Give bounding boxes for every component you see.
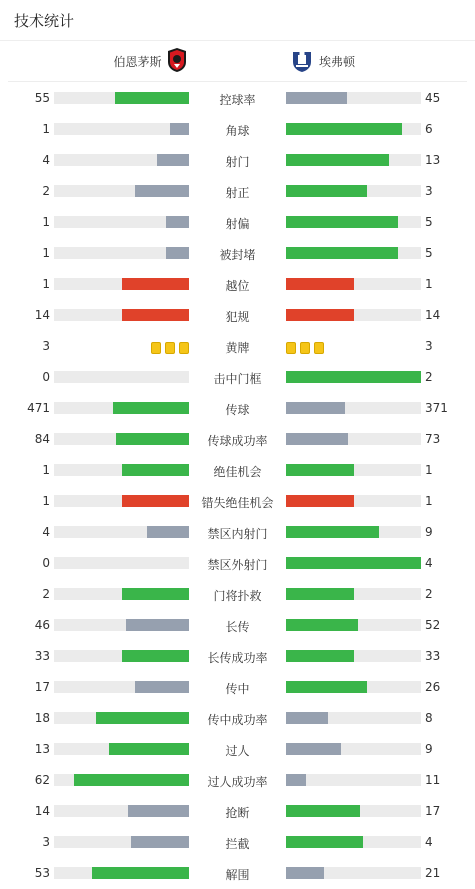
home-stat-value: 2 xyxy=(42,587,50,601)
home-yellow-cards xyxy=(147,339,189,352)
away-stat-value: 5 xyxy=(425,215,433,229)
home-stat-value: 33 xyxy=(34,649,50,663)
away-stat-value: 13 xyxy=(425,153,441,167)
home-stat-bar-fill xyxy=(96,712,189,724)
home-stat-bar-track xyxy=(54,743,189,755)
away-stat-bar-track xyxy=(286,371,421,383)
stat-label: 控球率 xyxy=(219,93,256,107)
stat-label: 传中成功率 xyxy=(207,713,268,727)
away-stat-value: 33 xyxy=(425,649,441,663)
away-stat-bar-track xyxy=(286,836,421,848)
home-stat-bar-fill xyxy=(157,154,189,166)
stat-row xyxy=(0,827,475,858)
home-stat-value: 46 xyxy=(34,618,50,632)
stat-row xyxy=(0,486,475,517)
home-stat-value: 14 xyxy=(34,804,50,818)
home-stat-bar-fill xyxy=(135,681,189,693)
away-stat-value: 4 xyxy=(425,556,433,570)
home-stat-bar-fill xyxy=(147,526,189,538)
home-stat-value: 62 xyxy=(34,773,50,787)
away-stat-value: 9 xyxy=(425,525,433,539)
home-stat-value: 1 xyxy=(42,277,50,291)
away-stat-value: 14 xyxy=(425,308,441,322)
yellow-card-icon xyxy=(179,342,189,354)
stat-label: 解围 xyxy=(225,868,250,882)
home-stat-bar-track xyxy=(54,836,189,848)
yellow-card-icon xyxy=(300,342,310,354)
stat-row xyxy=(0,207,475,238)
stat-row xyxy=(0,765,475,796)
stat-row xyxy=(0,83,475,114)
away-stat-bar-fill xyxy=(286,526,379,538)
stat-label: 传中 xyxy=(225,682,250,696)
home-team-name: 伯恩茅斯 xyxy=(113,55,162,69)
away-stat-bar-track xyxy=(286,557,421,569)
away-stat-bar-fill xyxy=(286,402,345,414)
stat-label: 长传 xyxy=(225,620,250,634)
home-stat-bar-fill xyxy=(116,433,189,445)
away-stat-bar-fill xyxy=(286,588,354,600)
away-stat-value: 6 xyxy=(425,122,433,136)
away-stat-bar-track xyxy=(286,402,421,414)
header xyxy=(0,0,475,41)
away-stat-value: 2 xyxy=(425,587,433,601)
yellow-card-icon xyxy=(286,342,296,354)
away-stat-bar-fill xyxy=(286,495,354,507)
stat-row xyxy=(0,548,475,579)
away-team-name: 埃弗顿 xyxy=(319,55,356,69)
away-stat-value: 2 xyxy=(425,370,433,384)
stat-label: 传球成功率 xyxy=(207,434,268,448)
away-stat-bar-track xyxy=(286,712,421,724)
home-stat-value: 471 xyxy=(27,401,50,415)
away-stat-value: 73 xyxy=(425,432,441,446)
away-stat-value: 3 xyxy=(425,339,433,353)
away-stat-bar-fill xyxy=(286,836,363,848)
stat-row xyxy=(0,176,475,207)
home-stat-bar-track xyxy=(54,619,189,631)
away-stat-bar-track xyxy=(286,309,421,321)
stat-row xyxy=(0,331,475,362)
home-stat-bar-track xyxy=(54,247,189,259)
stat-label: 犯规 xyxy=(225,310,250,324)
home-stat-bar-fill xyxy=(74,774,189,786)
home-stat-bar-fill xyxy=(170,123,189,135)
stat-row xyxy=(0,114,475,145)
home-stat-bar-fill xyxy=(122,588,190,600)
home-stat-bar-track xyxy=(54,867,189,879)
home-stat-value: 13 xyxy=(34,742,50,756)
home-stat-bar-track xyxy=(54,495,189,507)
home-stat-bar-track xyxy=(54,526,189,538)
stat-label: 门将扑救 xyxy=(213,589,262,603)
stat-row xyxy=(0,517,475,548)
away-stat-bar-track xyxy=(286,433,421,445)
stat-label: 绝佳机会 xyxy=(213,465,262,479)
stat-row xyxy=(0,858,475,889)
away-stat-value: 1 xyxy=(425,277,433,291)
away-stat-bar-track xyxy=(286,123,421,135)
home-stat-value: 3 xyxy=(42,835,50,849)
home-stat-value: 18 xyxy=(34,711,50,725)
stat-row xyxy=(0,734,475,765)
stat-row xyxy=(0,610,475,641)
away-stat-bar-fill xyxy=(286,309,354,321)
away-stat-value: 1 xyxy=(425,494,433,508)
away-stat-bar-track xyxy=(286,185,421,197)
home-stat-bar-fill xyxy=(122,309,190,321)
yellow-card-icon xyxy=(165,342,175,354)
everton-crest-icon xyxy=(291,49,313,73)
home-stat-bar-fill xyxy=(122,495,190,507)
away-stat-bar-track xyxy=(286,619,421,631)
home-stat-bar-fill xyxy=(115,92,189,104)
home-stat-bar-track xyxy=(54,216,189,228)
away-stat-value: 26 xyxy=(425,680,441,694)
away-stat-bar-fill xyxy=(286,123,402,135)
home-stat-bar-fill xyxy=(166,247,189,259)
away-stat-value: 4 xyxy=(425,835,433,849)
home-stat-bar-track xyxy=(54,123,189,135)
stat-label: 拦截 xyxy=(225,837,250,851)
home-stat-value: 0 xyxy=(42,370,50,384)
away-stat-bar-fill xyxy=(286,712,328,724)
away-stat-value: 8 xyxy=(425,711,433,725)
away-stat-bar-fill xyxy=(286,774,306,786)
away-stat-bar-track xyxy=(286,588,421,600)
away-stat-bar-track xyxy=(286,681,421,693)
home-stat-bar-track xyxy=(54,464,189,476)
away-stat-bar-fill xyxy=(286,92,347,104)
stat-label: 击中门框 xyxy=(213,372,262,386)
stat-label: 角球 xyxy=(225,124,250,138)
away-stat-bar-fill xyxy=(286,681,367,693)
stat-label: 禁区内射门 xyxy=(207,527,268,541)
home-stat-value: 1 xyxy=(42,122,50,136)
away-stat-bar-track xyxy=(286,464,421,476)
away-stat-bar-fill xyxy=(286,154,389,166)
stat-label: 射偏 xyxy=(225,217,250,231)
away-stat-bar-fill xyxy=(286,278,354,290)
stat-label: 长传成功率 xyxy=(207,651,268,665)
stat-label: 越位 xyxy=(225,279,250,293)
home-stat-bar-track xyxy=(54,309,189,321)
home-stat-bar-track xyxy=(54,774,189,786)
home-stat-bar-track xyxy=(54,154,189,166)
home-stat-value: 84 xyxy=(34,432,50,446)
home-stat-value: 53 xyxy=(34,866,50,880)
stat-row xyxy=(0,269,475,300)
away-stat-value: 9 xyxy=(425,742,433,756)
home-stat-value: 0 xyxy=(42,556,50,570)
away-stat-bar-track xyxy=(286,867,421,879)
home-stat-bar-fill xyxy=(113,402,189,414)
home-stat-bar-track xyxy=(54,185,189,197)
away-stat-bar-fill xyxy=(286,247,398,259)
stat-label: 过人成功率 xyxy=(207,775,268,789)
away-stat-bar-track xyxy=(286,526,421,538)
stat-row xyxy=(0,455,475,486)
home-stat-bar-fill xyxy=(131,836,189,848)
yellow-card-icon xyxy=(151,342,161,354)
stat-row xyxy=(0,145,475,176)
home-stat-value: 4 xyxy=(42,153,50,167)
home-stat-bar-fill xyxy=(135,185,189,197)
away-stat-value: 1 xyxy=(425,463,433,477)
away-stat-value: 371 xyxy=(425,401,448,415)
stat-label: 禁区外射门 xyxy=(207,558,268,572)
away-stat-bar-track xyxy=(286,154,421,166)
stat-label: 错失绝佳机会 xyxy=(201,496,274,510)
away-stat-bar-fill xyxy=(286,464,354,476)
away-stat-value: 17 xyxy=(425,804,441,818)
home-stat-bar-track xyxy=(54,402,189,414)
away-stat-value: 52 xyxy=(425,618,441,632)
stat-label: 黄牌 xyxy=(225,341,250,355)
away-stat-bar-fill xyxy=(286,619,358,631)
home-stat-bar-track xyxy=(54,371,189,383)
stat-row xyxy=(0,362,475,393)
away-stat-value: 5 xyxy=(425,246,433,260)
away-stat-bar-track xyxy=(286,247,421,259)
stat-row xyxy=(0,796,475,827)
home-stat-value: 4 xyxy=(42,525,50,539)
stat-row xyxy=(0,424,475,455)
away-stat-bar-fill xyxy=(286,371,421,383)
home-stat-bar-fill xyxy=(122,278,190,290)
away-stat-bar-track xyxy=(286,495,421,507)
home-stat-value: 3 xyxy=(42,339,50,353)
yellow-card-icon xyxy=(314,342,324,354)
away-stat-bar-fill xyxy=(286,805,360,817)
away-stat-value: 11 xyxy=(425,773,441,787)
home-stat-value: 1 xyxy=(42,246,50,260)
away-stat-bar-fill xyxy=(286,216,398,228)
home-stat-value: 14 xyxy=(34,308,50,322)
home-stat-bar-track xyxy=(54,433,189,445)
away-stat-bar-fill xyxy=(286,650,354,662)
stat-label: 射门 xyxy=(225,155,250,169)
away-stat-bar-track xyxy=(286,278,421,290)
away-stat-value: 3 xyxy=(425,184,433,198)
stat-row xyxy=(0,703,475,734)
home-stat-value: 17 xyxy=(34,680,50,694)
away-yellow-cards xyxy=(286,339,328,352)
home-stat-bar-fill xyxy=(122,650,190,662)
away-stat-bar-fill xyxy=(286,867,324,879)
home-stat-bar-track xyxy=(54,588,189,600)
home-stat-bar-fill xyxy=(166,216,189,228)
home-stat-bar-track xyxy=(54,681,189,693)
away-stat-bar-track xyxy=(286,805,421,817)
home-stat-bar-fill xyxy=(109,743,189,755)
home-stat-bar-fill xyxy=(126,619,189,631)
away-stat-value: 21 xyxy=(425,866,441,880)
home-stat-bar-track xyxy=(54,92,189,104)
stats-list xyxy=(0,83,475,889)
stat-label: 被封堵 xyxy=(219,248,256,262)
stat-row xyxy=(0,672,475,703)
home-stat-value: 2 xyxy=(42,184,50,198)
away-stat-bar-track xyxy=(286,743,421,755)
home-stat-value: 1 xyxy=(42,494,50,508)
page-title: 技术统计 xyxy=(14,12,75,30)
home-stat-value: 55 xyxy=(34,91,50,105)
home-stat-bar-track xyxy=(54,650,189,662)
home-stat-bar-track xyxy=(54,805,189,817)
home-stat-bar-track xyxy=(54,557,189,569)
away-stat-bar-fill xyxy=(286,557,421,569)
away-stat-bar-track xyxy=(286,774,421,786)
home-stat-bar-fill xyxy=(92,867,189,879)
stat-row xyxy=(0,641,475,672)
stat-row xyxy=(0,238,475,269)
away-stat-value: 45 xyxy=(425,91,441,105)
home-stat-value: 1 xyxy=(42,215,50,229)
home-stat-bar-track xyxy=(54,712,189,724)
stat-label: 射正 xyxy=(225,186,250,200)
away-stat-bar-fill xyxy=(286,743,341,755)
stat-label: 抢断 xyxy=(225,806,250,820)
away-stat-bar-track xyxy=(286,650,421,662)
away-stat-bar-track xyxy=(286,92,421,104)
home-stat-value: 1 xyxy=(42,463,50,477)
stat-row xyxy=(0,300,475,331)
teams-header xyxy=(8,41,467,82)
home-stat-bar-fill xyxy=(128,805,189,817)
stat-row xyxy=(0,579,475,610)
stat-row xyxy=(0,393,475,424)
away-stat-bar-fill xyxy=(286,185,367,197)
stat-label: 过人 xyxy=(225,744,250,758)
away-stat-bar-fill xyxy=(286,433,348,445)
home-stat-bar-track xyxy=(54,278,189,290)
stat-label: 传球 xyxy=(225,403,250,417)
bournemouth-crest-icon xyxy=(166,47,188,73)
home-stat-bar-fill xyxy=(122,464,190,476)
away-stat-bar-track xyxy=(286,216,421,228)
